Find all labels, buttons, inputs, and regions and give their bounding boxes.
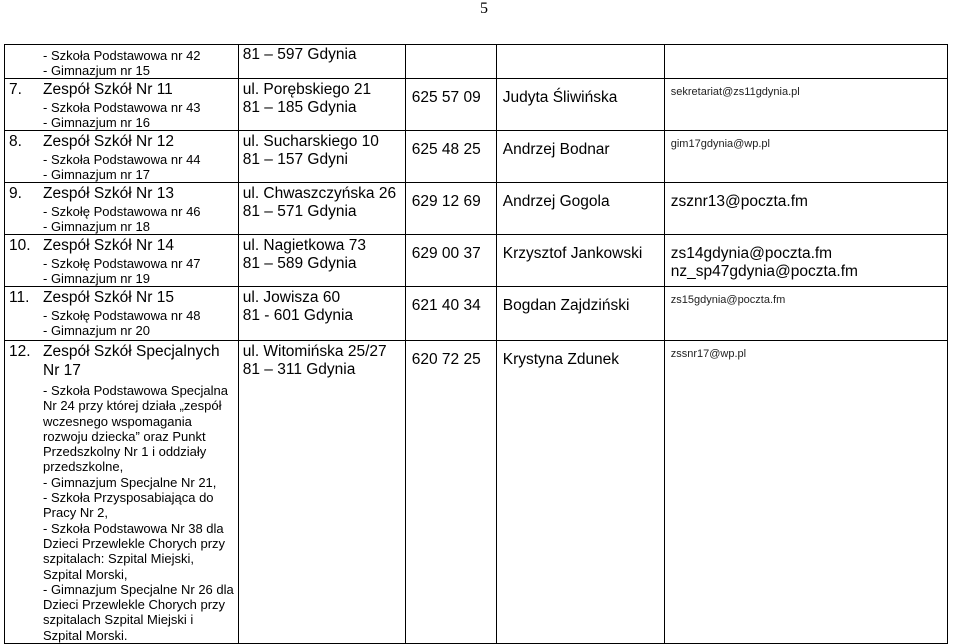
school-subline: - Gimnazjum nr 17 — [43, 167, 150, 182]
school-title: Zespół Szkół Nr 13 — [43, 185, 174, 202]
contact-person: Andrzej Gogola — [502, 193, 610, 210]
person-cell — [496, 79, 664, 131]
school-subline: Pracy Nr 2, — [43, 505, 109, 521]
school-subline: szpitalach Szpital Miejski i — [43, 612, 194, 628]
school-title-cont: Nr 17 — [43, 362, 81, 379]
address-cell — [238, 131, 405, 183]
school-subline: - Szkołę Podstawowa nr 48 — [43, 308, 201, 323]
school-subline: przedszkolne, — [43, 459, 124, 475]
person-cell — [496, 235, 664, 287]
school-subline: - Gimnazjum Specjalne Nr 26 dla — [43, 581, 234, 597]
phone-cell — [405, 45, 496, 79]
contact-person: Judyta Śliwińska — [502, 89, 618, 106]
school-title: Zespół Szkół Nr 14 — [43, 237, 174, 254]
contact-person: Bogdan Zajdziński — [502, 297, 630, 314]
table-row — [5, 341, 948, 644]
email-cell — [664, 131, 947, 183]
email-address[interactable]: nz_sp47gdynia@poczta.fm — [670, 263, 858, 280]
row-number: 11. — [9, 289, 30, 306]
row-number: 10. — [9, 237, 31, 254]
phone-number: 629 00 37 — [411, 245, 481, 262]
school-subline: - Gimnazjum Specjalne Nr 21, — [43, 474, 217, 490]
school-subline: Szpital Morski, — [43, 566, 128, 582]
school-subline: - Szkołę Podstawowa nr 46 — [43, 204, 201, 219]
school-title: Zespół Szkół Nr 15 — [43, 289, 174, 306]
school-subline: - Gimnazjum nr 19 — [43, 271, 150, 286]
phone-number: 620 72 25 — [411, 351, 481, 368]
address-line: ul. Witomińska 25/27 — [242, 343, 387, 360]
phone-cell — [405, 341, 496, 644]
email-address[interactable]: zssnr17@wp.pl — [670, 348, 747, 360]
row-number: 8. — [9, 133, 22, 150]
email-address[interactable]: gim17gdynia@wp.pl — [670, 138, 770, 150]
school-subline: - Szkoła Podstawowa nr 43 — [43, 100, 201, 115]
school-cell — [5, 45, 239, 79]
table-row — [5, 287, 948, 341]
phone-number: 625 48 25 — [411, 141, 481, 158]
table-row — [5, 131, 948, 183]
contact-person: Krzysztof Jankowski — [502, 245, 643, 262]
school-subline: Dzieci Przewlekle Chorych przy — [43, 597, 226, 613]
address-cell — [238, 235, 405, 287]
email-address[interactable]: zs15gdynia@poczta.fm — [670, 294, 786, 306]
phone-number: 629 12 69 — [411, 193, 481, 210]
school-subline: Dzieci Przewlekle Chorych przy — [43, 535, 226, 551]
address-line: 81 - 601 Gdynia — [242, 307, 354, 324]
email-cell — [664, 235, 947, 287]
address-line: 81 – 571 Gdynia — [242, 203, 357, 220]
address-line: ul. Sucharskiego 10 — [242, 133, 379, 150]
table-row — [5, 79, 948, 131]
person-cell — [496, 45, 664, 79]
email-cell — [664, 45, 947, 79]
person-cell — [496, 287, 664, 341]
row-number: 12. — [9, 343, 31, 360]
school-cell — [5, 79, 239, 131]
contact-person: Andrzej Bodnar — [502, 141, 610, 158]
email-address[interactable]: zs14gdynia@poczta.fm — [670, 245, 833, 262]
address-cell — [238, 79, 405, 131]
person-cell — [496, 131, 664, 183]
address-line: 81 – 311 Gdynia — [242, 361, 356, 378]
address-cell — [238, 341, 405, 644]
email-cell — [664, 287, 947, 341]
phone-cell — [405, 183, 496, 235]
phone-cell — [405, 79, 496, 131]
email-address[interactable]: zsznr13@poczta.fm — [670, 193, 808, 210]
email-cell — [664, 79, 947, 131]
address-line: 81 – 597 Gdynia — [242, 46, 357, 63]
school-cell — [5, 287, 239, 341]
school-subline: - Gimnazjum nr 18 — [43, 219, 150, 234]
school-subline: - Gimnazjum nr 15 — [43, 63, 150, 78]
address-cell — [238, 183, 405, 235]
school-subline: - Gimnazjum nr 16 — [43, 115, 150, 130]
schools-table — [4, 44, 948, 644]
table-row — [5, 235, 948, 287]
address-line: ul. Nagietkowa 73 — [242, 237, 366, 254]
school-subline: - Szkoła Podstawowa nr 44 — [43, 152, 201, 167]
school-cell — [5, 235, 239, 287]
school-subline: - Gimnazjum nr 20 — [43, 323, 150, 338]
email-cell — [664, 341, 947, 644]
school-cell — [5, 341, 239, 644]
school-subline: - Szkoła Podstawowa Nr 38 dla — [43, 520, 224, 536]
school-subline: - Szkoła Podstawowa Specjalna — [43, 383, 228, 398]
address-line: 81 – 157 Gdyni — [242, 151, 348, 168]
school-title: Zespół Szkół Nr 11 — [43, 81, 173, 98]
school-subline: wczesnego wspomagania — [43, 413, 192, 429]
school-subline: szpitalach: Szpital Miejski, — [43, 551, 194, 567]
address-line: 81 – 185 Gdynia — [242, 99, 357, 116]
school-title: Zespół Szkół Nr 12 — [43, 133, 174, 150]
phone-number: 625 57 09 — [411, 89, 481, 106]
address-line: ul. Porębskiego 21 — [242, 81, 372, 98]
school-cell — [5, 183, 239, 235]
row-number: 7. — [9, 81, 22, 98]
school-subline: - Szkołę Podstawowa nr 47 — [43, 256, 201, 271]
school-subline: Szpital Morski. — [43, 627, 128, 643]
school-subline: Nr 24 przy której działa „zespół — [43, 398, 222, 414]
address-line: ul. Chwaszczyńska 26 — [242, 185, 397, 202]
table-row-continuation — [5, 45, 948, 79]
address-line: 81 – 589 Gdynia — [242, 255, 357, 272]
school-subline: rozwoju dziecka” oraz Punkt — [43, 428, 206, 444]
school-subline: - Szkoła Podstawowa nr 42 — [43, 48, 201, 63]
person-cell — [496, 183, 664, 235]
school-cell — [5, 131, 239, 183]
email-address[interactable]: sekretariat@zs11gdynia.pl — [670, 86, 800, 98]
address-cell — [238, 45, 405, 79]
phone-cell — [405, 287, 496, 341]
address-cell — [238, 287, 405, 341]
phone-number: 621 40 34 — [411, 297, 481, 314]
contact-person: Krystyna Zdunek — [502, 351, 620, 368]
row-number: 9. — [9, 185, 22, 202]
table-row — [5, 183, 948, 235]
email-cell — [664, 183, 947, 235]
page-number: 5 — [480, 0, 488, 17]
person-cell — [496, 341, 664, 644]
address-line: ul. Jowisza 60 — [242, 289, 341, 306]
school-subline: Przedszkolny Nr 1 i oddziały — [43, 444, 207, 460]
school-title: Zespół Szkół Specjalnych — [43, 343, 220, 360]
phone-cell — [405, 131, 496, 183]
phone-cell — [405, 235, 496, 287]
school-subline: - Szkoła Przysposabiająca do — [43, 490, 214, 506]
